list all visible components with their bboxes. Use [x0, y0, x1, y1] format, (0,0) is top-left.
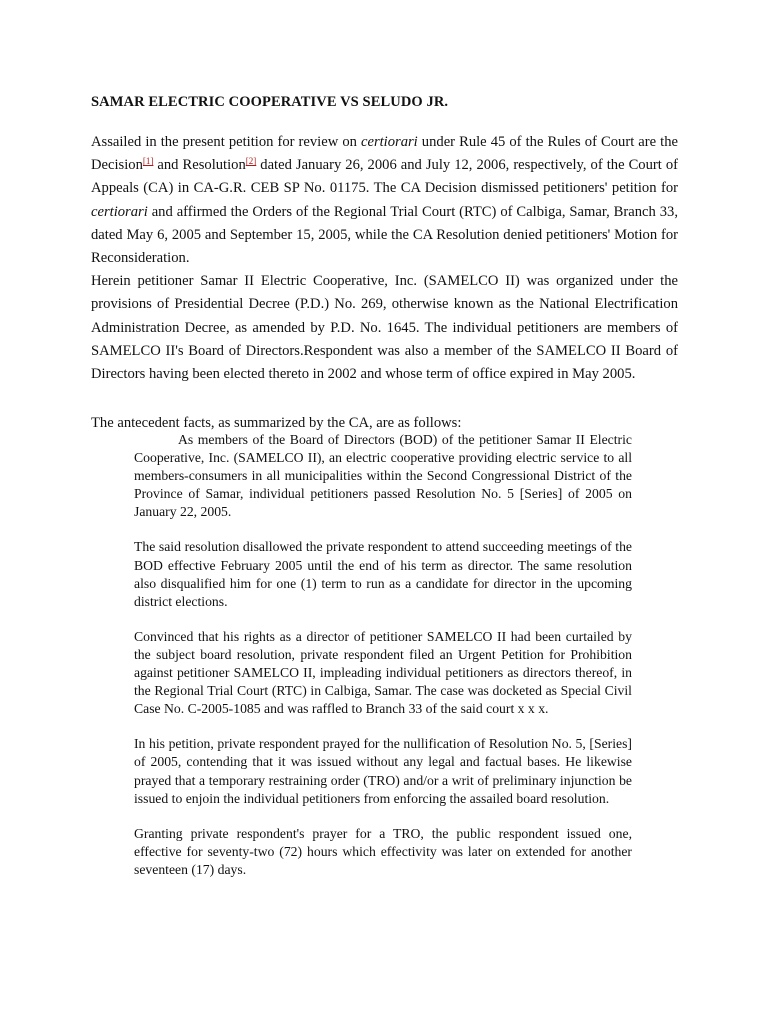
quote-paragraph-1: As members of the Board of Directors (BOD) of the petitioner Samar II Electric Cooperative, Inc. (SAMELCO II), an electric cooperative providing electric service to all members-consumers in all municipalities within the Second Congressional District of the Province of Samar, individual petitioners passed Resolution No. 5 [Series] of 2005 on January 22, 2005.: [134, 432, 632, 520]
intro-text: dated January 26, 2006 and July 12, 2006, respectively, of the Court of Appeals (CA) in CA-G.R. CEB SP No. 01175. The CA Decision dismissed petitioners' petition for: [91, 157, 678, 197]
quote-paragraph-2: The said resolution disallowed the private respondent to attend succeeding meetings of the BOD effective February 2005 until the end of his term as director. The same resolution also disqualified him for one (1) term to run as a candidate for director in the upcoming district elections.: [134, 539, 632, 609]
document-title: SAMAR ELECTRIC COOPERATIVE VS SELUDO JR.: [91, 94, 449, 110]
intro-paragraph-1: [91, 131, 678, 270]
ca-summary-quote: [134, 431, 632, 896]
certiorari-term: certiorari: [91, 203, 148, 220]
intro-text: under Rule 45 of the Rules of Court are the Decision: [91, 134, 679, 174]
certiorari-term: certiorari: [360, 134, 418, 150]
quote-paragraph-4: In his petition, private respondent prayed for the nullification of Resolution No. 5, [Series] of 2005, contending that it was issued without any legal and factual bases. He likewise prayed that a temporary restraining order (TRO) and/or a writ of preliminary injunction be issued to enjoin the individual petitioners from enforcing the assailed board resolution.: [134, 736, 632, 806]
intro-section: [91, 131, 678, 386]
intro-text: and affirmed the Orders of the Regional Trial Court (RTC) of Calbiga, Samar, Branch 33, dated May 6, 2005 and September 15, 2005, while the CA Resolution denied petitioners' Motion for Reconsideration.: [91, 203, 678, 267]
footnote-link-2[interactable]: [2]: [245, 156, 257, 167]
quote-paragraph-3: Convinced that his rights as a director of petitioner SAMELCO II had been curtailed by the subject board resolution, private respondent filed an Urgent Petition for Prohibition against petitioner SAMELCO II, impleading individual petitioners as directors thereof, in the Regional Trial Court (RTC) in Calbiga, Samar. The case was docketed as Special Civil Case No. C-2005-1085 and was raffled to Branch 33 of the said court x x x.: [134, 628, 632, 717]
intro-paragraph-2: Herein petitioner Samar II Electric Cooperative, Inc. (SAMELCO II) was organized under the provisions of Presidential Decree (P.D.) No. 269, otherwise known as the National Electrification Administration Decree, as amended by P.D. No. 1645. The individual petitioners are members of SAMELCO II's Board of Directors.Respondent was also a member of the SAMELCO II Board of Directors having been elected thereto in 2002 and whose term of office expired in May 2005.: [91, 273, 678, 383]
quote-paragraph-5: Granting private respondent's prayer for a TRO, the public respondent issued one, effective for seventy-two (72) hours which effectivity was later on extended for another seventeen (17) days.: [134, 825, 632, 877]
antecedent-facts-heading: The antecedent facts, as summarized by the CA, are as follows:: [91, 415, 462, 431]
intro-text: Assailed in the present petition for review on: [91, 134, 361, 150]
footnote-link-1[interactable]: [1]: [142, 156, 154, 167]
intro-text: and Resolution: [153, 157, 246, 174]
